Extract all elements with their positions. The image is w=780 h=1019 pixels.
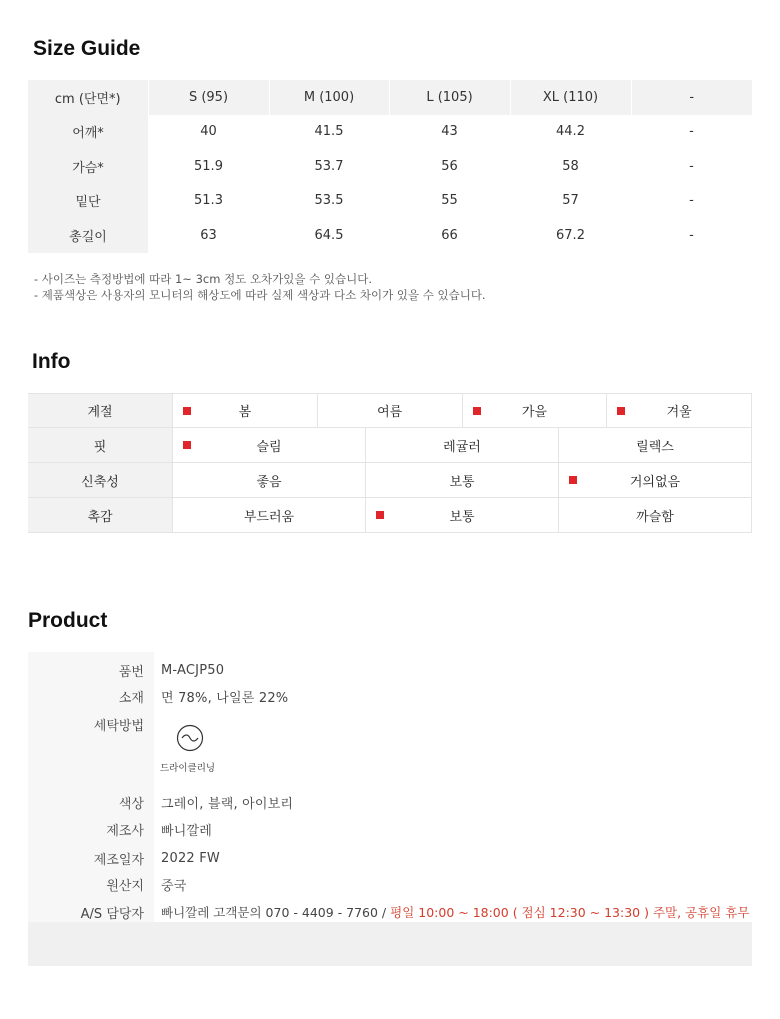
- product-row-date: [28, 847, 752, 869]
- info-label: 핏: [28, 428, 172, 462]
- table-cell: 40: [200, 124, 217, 140]
- table-cell: 66: [441, 227, 458, 243]
- info-option-label: 보통: [449, 474, 475, 490]
- info-option: [558, 498, 752, 532]
- size-notes: [34, 271, 486, 303]
- selected-mark-icon: [617, 407, 625, 415]
- size-note: - 제품색상은 사용자의 모니터의 해상도에 따라 실제 색상과 다소 차이가 있을 수 있습니다.: [34, 288, 486, 302]
- info-option-label: 보통: [449, 509, 475, 525]
- info-table: [28, 393, 752, 533]
- info-label: 촉감: [28, 498, 172, 532]
- selected-mark-icon: [183, 407, 191, 415]
- table-row: [28, 218, 752, 253]
- product-label: 제조일자: [93, 852, 144, 868]
- row-label: 가슴*: [28, 149, 148, 184]
- info-option-label: 까슬함: [636, 509, 674, 525]
- info-option: [365, 498, 558, 532]
- table-cell: -: [689, 158, 694, 174]
- table-cell: 57: [562, 193, 579, 209]
- selected-mark-icon: [376, 511, 384, 519]
- info-title: Info: [32, 350, 71, 373]
- table-row: [28, 149, 752, 184]
- info-row-stretch: [28, 463, 752, 498]
- product-label: 소재: [118, 690, 144, 706]
- info-label: 계절: [28, 394, 172, 427]
- product-label: 품번: [118, 664, 144, 680]
- table-cell: 56: [441, 158, 458, 174]
- size-header-unit: cm (단면*): [28, 80, 148, 115]
- product-label: 제조사: [106, 823, 144, 839]
- product-row-washing: [28, 713, 752, 735]
- info-option: [558, 428, 752, 462]
- info-option-label: 레귤러: [443, 439, 481, 455]
- table-cell: 51.3: [194, 193, 223, 209]
- washing-method: [160, 724, 240, 774]
- info-option-label: 가을: [521, 405, 547, 420]
- info-option: [172, 428, 365, 462]
- product-label: 색상: [118, 796, 144, 812]
- info-option-label: 슬림: [256, 439, 282, 455]
- table-cell: 53.7: [314, 158, 344, 174]
- selected-mark-icon: [473, 407, 481, 415]
- product-title: Product: [28, 609, 108, 632]
- size-header-m: M (100): [269, 80, 389, 115]
- product-value: 면 78%, 나일론 22%: [161, 690, 289, 706]
- size-note: - 사이즈는 측정방법에 따라 1~ 3cm 정도 오차가있을 수 있습니다.: [34, 272, 373, 286]
- info-option-label: 여름: [377, 405, 403, 420]
- size-guide-table: [28, 80, 752, 253]
- selected-mark-icon: [183, 441, 191, 449]
- info-option-label: 거의없음: [629, 474, 681, 490]
- row-label: 어깨*: [28, 115, 148, 150]
- table-row: [28, 115, 752, 150]
- info-option: [462, 394, 607, 427]
- product-row-color: [28, 791, 752, 813]
- size-guide-title: Size Guide: [33, 37, 141, 60]
- table-cell: 58: [562, 158, 579, 174]
- size-header-l: L (105): [389, 80, 510, 115]
- info-option: [172, 394, 317, 427]
- as-hours: 평일 10:00 ~ 18:00 ( 점심 12:30 ~ 13:30 ) 주말, 공휴일 휴무: [390, 905, 750, 920]
- table-cell: 44.2: [556, 124, 585, 140]
- info-option: [317, 394, 462, 427]
- product-details: [28, 652, 752, 966]
- selected-mark-icon: [569, 476, 577, 484]
- product-value: 중국: [161, 878, 187, 894]
- table-row: [28, 184, 752, 219]
- info-option: [172, 463, 365, 497]
- size-header-xl: XL (110): [510, 80, 631, 115]
- product-label: A/S 담당자: [80, 906, 144, 922]
- product-row-material: [28, 685, 752, 707]
- table-cell: 67.2: [556, 227, 585, 243]
- product-value: [161, 903, 749, 921]
- info-option: [365, 428, 558, 462]
- product-row-as: [28, 901, 752, 923]
- table-cell: 64.5: [314, 227, 344, 243]
- table-cell: 55: [441, 193, 458, 209]
- size-header-extra: -: [631, 80, 752, 115]
- washing-method-label: 드라이클리닝: [160, 763, 216, 774]
- row-label: 밑단: [28, 184, 148, 219]
- info-option: [558, 463, 752, 497]
- dry-cleaning-icon: [176, 724, 204, 752]
- info-option-label: 좋음: [256, 474, 282, 490]
- product-row-item-no: [28, 659, 752, 681]
- product-label: 원산지: [106, 878, 144, 894]
- product-row-maker: [28, 818, 752, 840]
- table-cell: 51.9: [194, 158, 223, 174]
- row-label: 총길이: [28, 218, 148, 253]
- table-cell: -: [689, 124, 694, 140]
- info-option-label: 부드러움: [243, 509, 295, 525]
- product-value: 그레이, 블랙, 아이보리: [161, 796, 294, 812]
- info-option-label: 봄: [238, 405, 252, 420]
- info-row-season: [28, 393, 752, 428]
- table-cell: 53.5: [314, 193, 344, 209]
- product-value: M-ACJP50: [161, 662, 225, 678]
- as-contact: 빠니깔레 고객문의 070 - 4409 - 7760 /: [161, 905, 387, 920]
- size-header-s: S (95): [148, 80, 269, 115]
- info-option-label: 릴렉스: [636, 439, 674, 455]
- product-row-origin: [28, 873, 752, 895]
- table-cell: 41.5: [314, 124, 344, 140]
- info-option: [172, 498, 365, 532]
- table-cell: 43: [441, 124, 458, 140]
- info-option-label: 겨울: [666, 405, 692, 420]
- info-option: [606, 394, 752, 427]
- product-value: 2022 FW: [161, 850, 220, 866]
- info-row-texture: [28, 498, 752, 533]
- info-option: [365, 463, 558, 497]
- info-row-fit: [28, 428, 752, 463]
- product-value: 빠니깔레: [161, 823, 213, 839]
- table-cell: -: [689, 193, 694, 209]
- table-cell: -: [689, 227, 694, 243]
- info-label: 신축성: [28, 463, 172, 497]
- size-table-header-row: [28, 80, 752, 115]
- product-label: 세탁방법: [93, 718, 144, 734]
- table-cell: 63: [200, 227, 217, 243]
